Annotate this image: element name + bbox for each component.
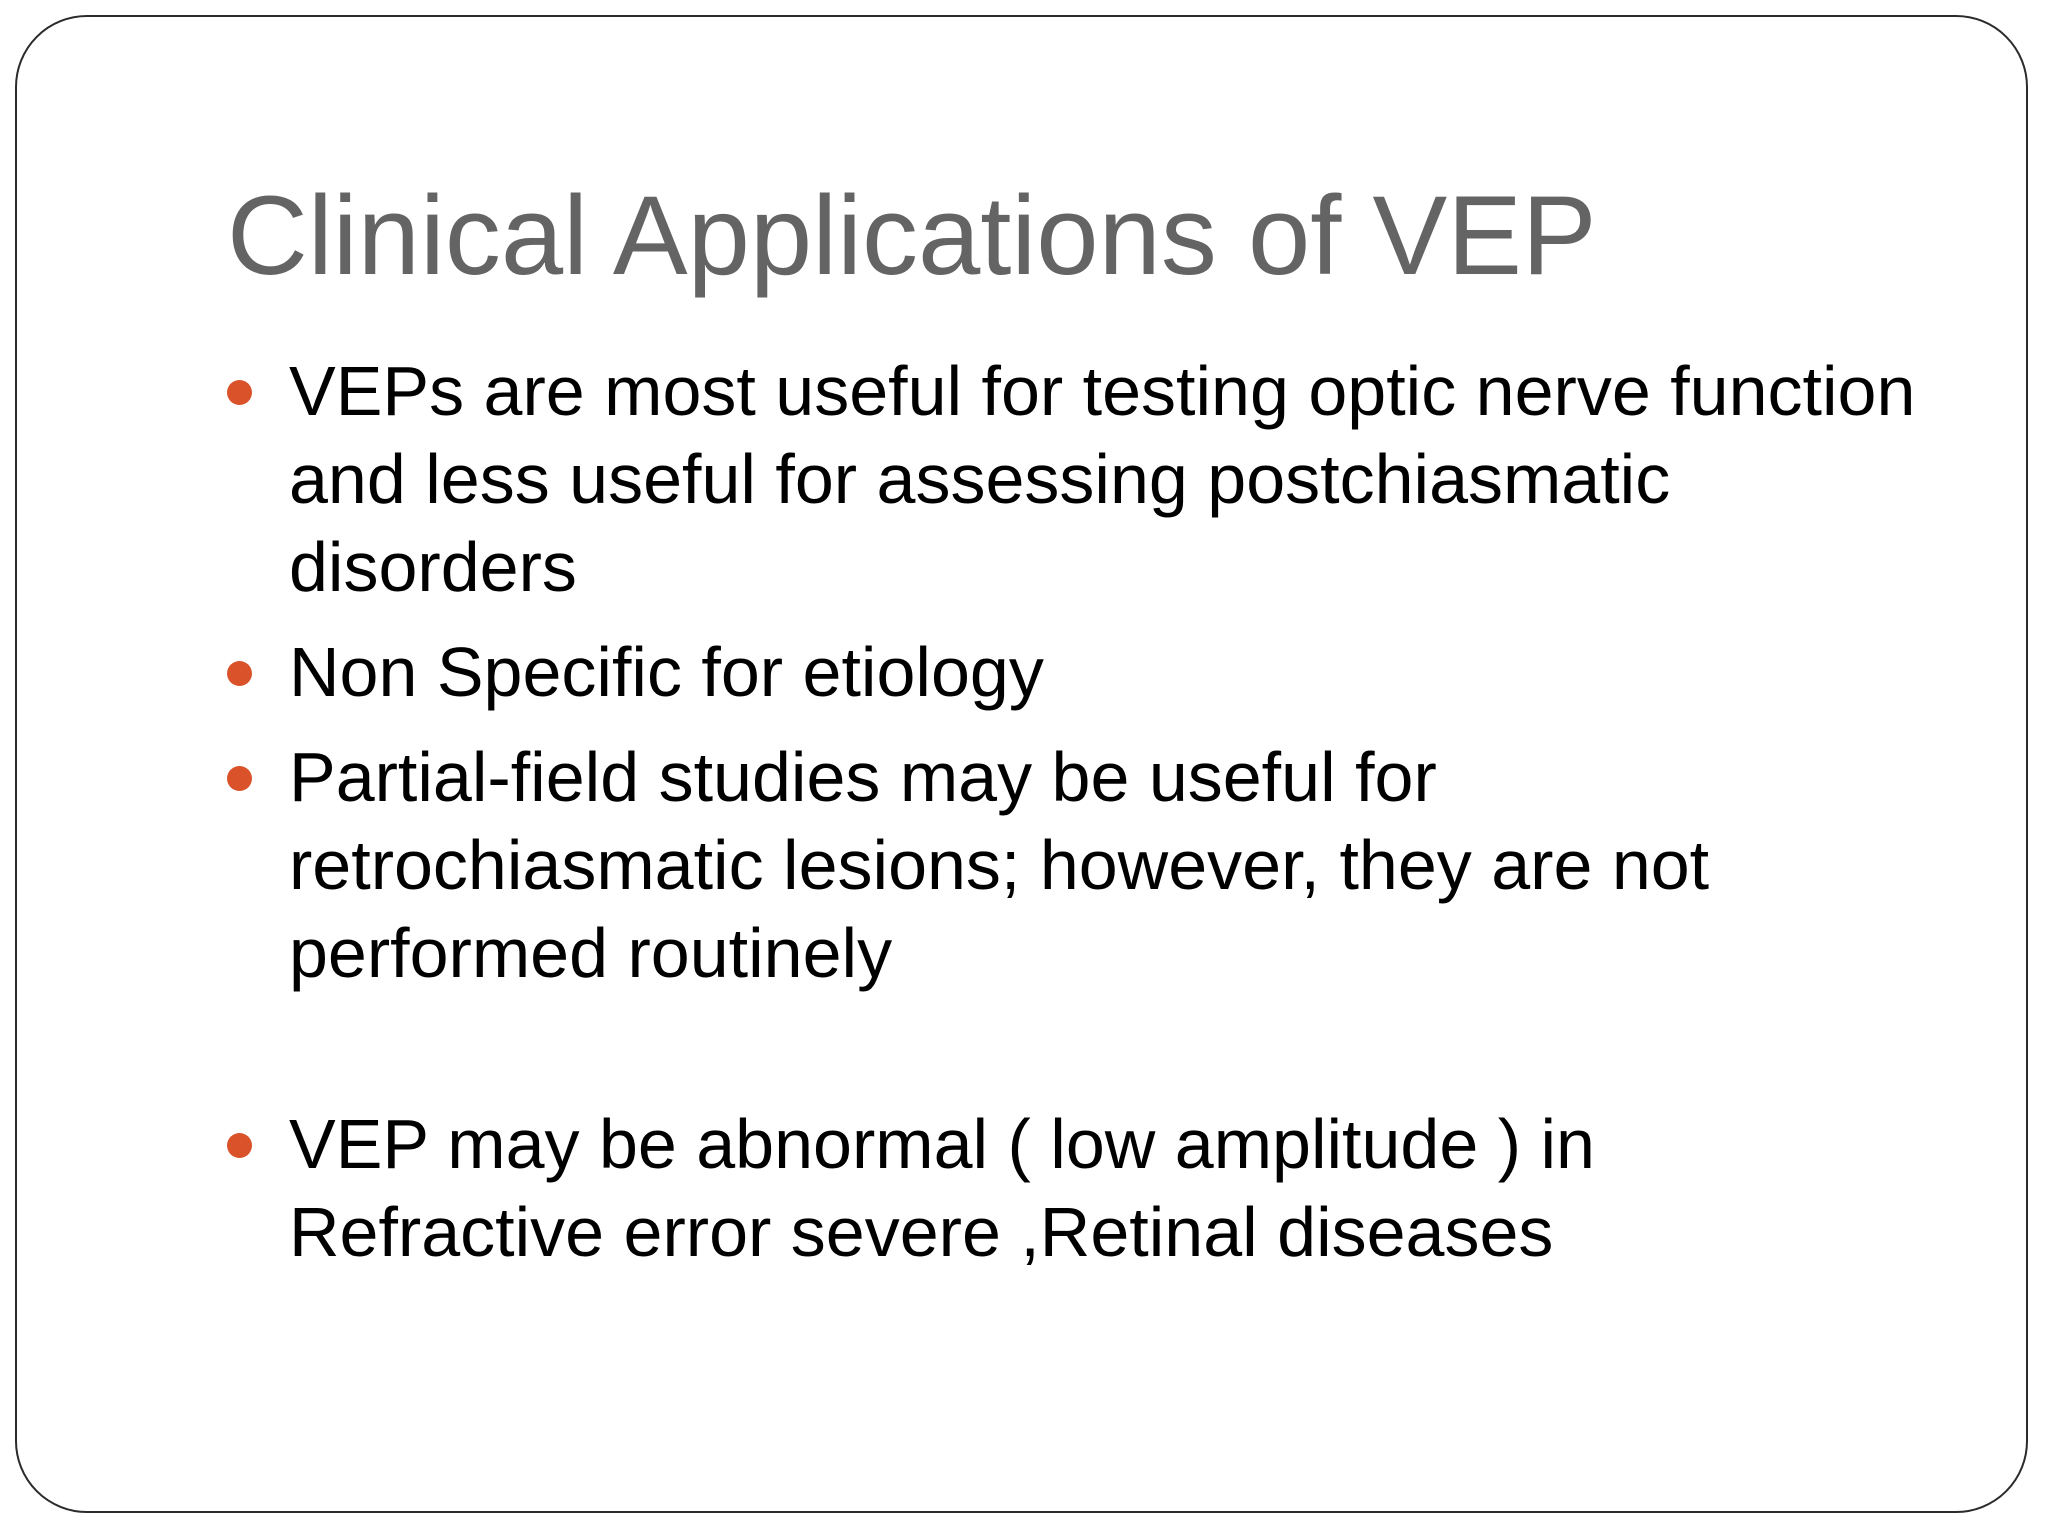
bullet-list	[227, 347, 1927, 1293]
slide-title: Clinical Applications of VEP	[227, 173, 1597, 298]
bullet-item	[227, 1100, 1927, 1276]
bullet-text: VEPs are most useful for testing optic nerve function and less useful for assessing postchiasmatic disorders	[289, 352, 1916, 606]
bullet-dot-icon	[227, 380, 252, 405]
bullet-dot-icon	[227, 661, 252, 686]
bullet-item	[227, 347, 1927, 611]
bullet-item	[227, 628, 1927, 716]
bullet-dot-icon	[227, 1133, 252, 1158]
slide	[15, 15, 2028, 1513]
bullet-item	[227, 733, 1927, 997]
bullet-text: Non Specific for etiology	[289, 633, 1044, 711]
bullet-text: Partial-field studies may be useful for retrochiasmatic lesions; however, they are not performed routinely	[289, 738, 1710, 992]
bullet-text: VEP may be abnormal ( low amplitude ) in Refractive error severe ,Retinal diseases	[289, 1105, 1595, 1271]
bullet-dot-icon	[227, 766, 252, 791]
